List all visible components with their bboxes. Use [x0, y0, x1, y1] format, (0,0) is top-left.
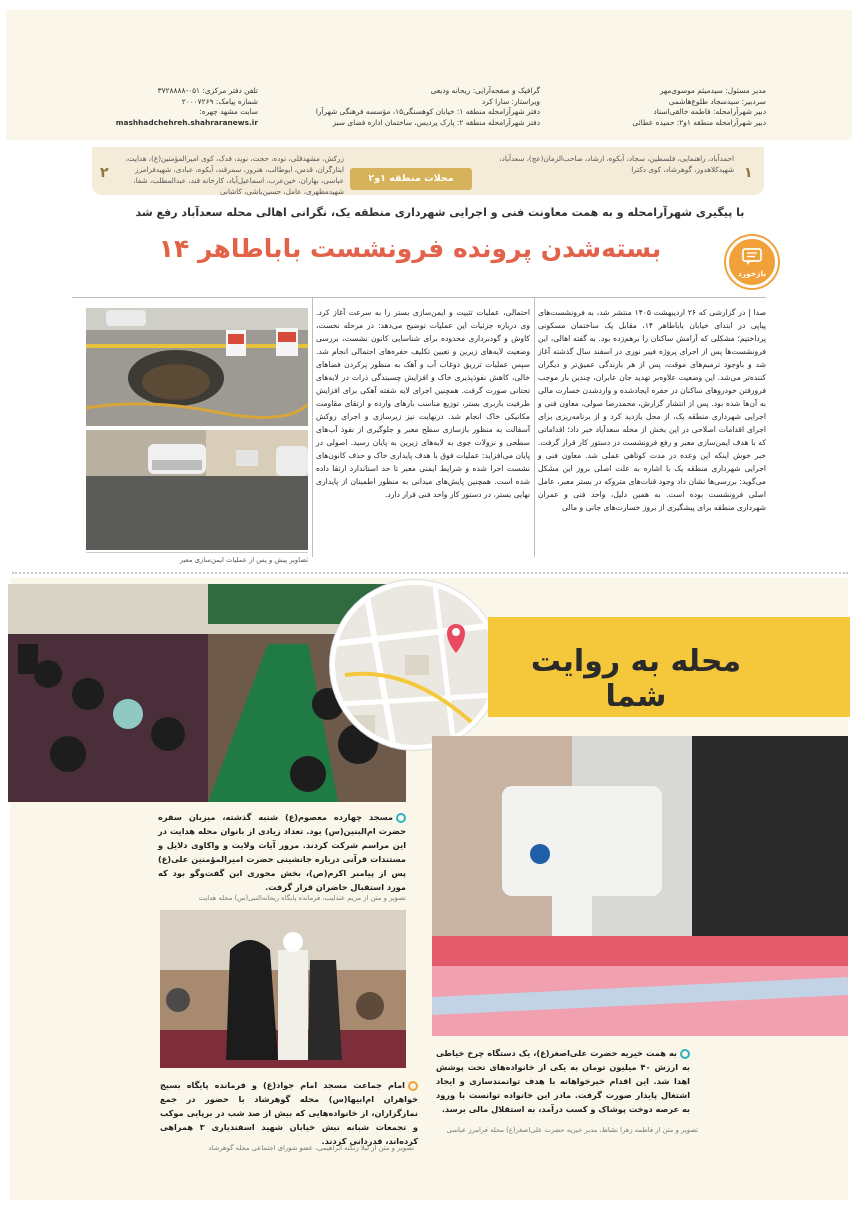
story-3-text [436, 1046, 690, 1116]
story-2-text [160, 1078, 418, 1148]
credit-line: ویراستار: سارا کرد [481, 96, 540, 106]
story-3-credit: تصویر و متن از فاطمه زهرا نشاط، مدیر خیریه حضرت علی‌اصغر(ع) محله فرامرز عباسی [446, 1126, 698, 1134]
credit-line: دبیر شهرآرامحله منطقه ۱و۲: حمیده عطائی [632, 117, 766, 127]
zone-2-neighborhoods: زرکش، مشهدقلی، نوده، حجت، نوید، فدک، کوی امیرالمؤمنین(ع)، هدایت، ایثارگران، قدس، ابوطالب، هنرور، سمرقند، آبکوه، عبادی، شهیدفرامرز عباسی، بهاران، خین‌عرب، اسماعیل‌آباد، کارخانه قند، عبدالمطلب، شفا، شهیدمطهری، عامل، حسین‌باشی، کاشانی [125, 154, 344, 196]
feedback-badge [726, 236, 778, 288]
section-tag: محلات منطقه ۱و۲ [350, 168, 472, 190]
column-divider [312, 297, 313, 557]
credit-line: دبیر شهرآرامحله: فاطمه خالقی‌استاد [653, 107, 766, 116]
community-meeting-photo [160, 910, 406, 1068]
zone-number-right: ۱ [744, 165, 753, 181]
credits-middle [315, 86, 540, 128]
article-column-2: احتمالی، عملیات تثبیت و ایمن‌سازی بستر را به سرعت آغاز کرد. وی درباره جزئیات این عملیات توضیح می‌دهد: در مرحله نخست، کاوش و گودبرداری محدوده برای شناسایی کانون نشست، بررسی وضعیت لایه‌های زیرین و تعیین تکلیف حفره‌های احتمالی انجام شد. سپس عملیات تزریق دوغاب آب و آهک به منظور پرکردن فضاهای خالی، کاهش نفوذپذیری خاک و افزایش چسبندگی ذرات در لایه‌های تحتانی صورت گرفت. همچنین اجرای لایه شفته آهکی برای افزایش ظرفیت باربری بستر، توزیع مناسب بارهای وارده و ارتقای مقاومت مکانیکی خاک انجام شد. درنهایت نیز زیرسازی و اجرای روکش آسفالت به منظور بازسازی سطح معبر و جلوگیری از نفوذ آب‌های سطحی و نزولات جوی به لایه‌های زیرین به پایان رسید. اصولی در پایان می‌افزاید: عملیات فوق با هدف پایداری خاک و حذف کانون‌های نشست اجرا شده و شرایط ایمنی معبر تا حد استاندارد ارتقا داده شده است. همچنین پایش‌های میدانی به منظور اطمینان از پایداری نهایی بستر، در دستور کار واحد فنی قرار دارد. [316, 308, 530, 499]
credit-line: گرافیک و صفحه‌آرایی: ریحانه ودیعی [430, 86, 540, 95]
credit-line: سایت مشهد چهره: [199, 107, 258, 116]
website-link[interactable]: mashhadchehreh.shahraranews.ir [115, 117, 258, 127]
sewing-machine-photo [432, 736, 848, 1036]
column-divider [534, 297, 535, 557]
credits-right [616, 86, 766, 128]
credit-line: سردبیر: سیدسجاد طلوع‌هاشمی [668, 96, 766, 106]
story-1-credit: تصویر و متن از مریم عندلیب، فرمانده پایگاه ریحانه‌النبی(س) محله هدایت [198, 894, 406, 902]
sinkhole-photo [86, 308, 308, 426]
story-1-text [158, 810, 406, 894]
story-3-bullet-icon [680, 1049, 690, 1059]
map-graphic [330, 580, 500, 750]
story-3-body: به همت خیریه حضرت علی‌اصغر(ع)، یک دستگاه چرخ خیاطی به ارزش ۴۰ میلیون تومان به یکی از خانواده‌های تحت پوشش اهدا شد. این اقدام خیرخواهانه با هدف توانمندسازی و ایجاد اشتغال پایدار صورت گرفت. مادر این خانواده توانست با ورود به عرصه دوخت پوشاک و کسب درآمد، به استقلال مالی برسد. [436, 1048, 690, 1114]
repaired-street-photo [86, 430, 308, 550]
story-2-body: امام جماعت مسجد امام جواد(ع) و فرمانده پایگاه بسیج خواهران ام‌ابیها(س) محله گوهرشاد با حضور در جمع نمازگزاران، از خانواده‌هایی که بیش از صد شب در برپایی موکب و تجمعات شبانه نبش خیابان شهید اسفندیاری ۳ همراهی کرده‌اند، قدردانی کردند. [160, 1080, 418, 1146]
section-title: محله به روایت شما [530, 644, 742, 714]
photo-caption: تصاویر پیش و پس از عملیات ایمن‌سازی معبر [86, 552, 308, 564]
credits-left [88, 86, 258, 128]
divider [72, 297, 766, 298]
credit-line: مدیر مسئول: سیدمیثم موسوی‌مهر [659, 86, 766, 95]
story-1-bullet-icon [396, 813, 406, 823]
feedback-badge-label: بازخورد [737, 268, 767, 278]
story-1-body: مسجد چهارده معصوم(ع) شنبه گذشته، میزبان سفره حضرت ام‌البنین(س) بود. تعداد زیادی از بانوان محله هدایت در این مراسم شرکت کردند. مرور آیات ولایت و واکاوی دلایل و مستندات قرآنی درباره جانشینی حضرت امیرالمؤمنین علی(ع) پس از پیامبر اکرم(ص)، بخش محوری این گفت‌وگو بود که مورد استقبال حاضران قرار گرفت. [158, 812, 406, 892]
article-subtitle: با پیگیری شهرآرامحله و به همت معاونت فنی و اجرایی شهرداری منطقه یک، نگرانی اهالی محله سعدآباد رفع شد [135, 206, 745, 219]
section-divider [12, 572, 848, 574]
article-headline: بسته‌شدن پرونده فرونشست باباطاهر ۱۴ [158, 234, 662, 263]
credit-line: دفتر شهرآرامحله منطقه ۱: خیابان کوهسنگی۱۵، مؤسسه فرهنگی شهرآرا [315, 107, 540, 116]
credit-line: شماره پیامک: ۲۰۰۰۷۲۶۹ [181, 96, 258, 106]
zone-number-left: ۲ [100, 165, 109, 181]
story-2-credit: تصویر و متن از لیلا زنگنه ابراهیمی، عضو شورای اجتماعی محله گوهرشاد [208, 1144, 414, 1152]
zone-1-neighborhoods: احمدآباد، راهنمایی، فلسطین، سجاد، آبکوه، ارشاد، صاحب‌الزمان(عج)، سعدآباد، شهیدکلاهدوز، گوهرشاد، کوی دکترا [499, 154, 734, 174]
credit-line: دفتر شهرآرامحله منطقه ۲: پارک پردیس، ساختمان اداره فضای سبز [332, 117, 540, 127]
chat-bubble-icon [741, 247, 763, 267]
story-2-bullet-icon [408, 1081, 418, 1091]
credit-line: تلفن دفتر مرکزی: ۰۵۱-۳۷۲۸۸۸۸ [157, 86, 258, 95]
article-column-1: صدا | در گزارشی که ۲۶ اردیبهشت ۱۴۰۵ منتشر شد، به فرونشست‌های پیاپی در ابتدای خیابان باباطاهر ۱۴، مقابل یک ساختمان مسکونی پرداختیم؛ مشکلی که آرامش ساکنان را برهم‌زده بود. به گفته اهالی، این فرونشست‌ها پس از اجرای پروژه فیبر نوری در اسفند سال گذشته آغاز شد و باوجود ترمیم‌های موقت، پس از هر بارندگی عمیق‌تر و دیگران کننده‌تر می‌شد. این وضعیت علاوه‌بر تهدید جان عابران، چندین بار موجب فرورفتن خودروهای ساکنان در حفره ایجادشده و واردشدن خسارت مالی به آن‌ها شده بود. پس از انتشار گزارش، محمدرضا صولی، معاون فنی و اجرایی شهرداری منطقه یک، از محل بازدید کرد و از برنامه‌ریزی برای اجرای اقدامات اصلاحی در این بخش از محله سعدآباد خبر داد؛ اقداماتی که با هدف ایمن‌سازی معبر و رفع فرونشست در دستور کار قرار گرفت. خبر خوش اینکه این وعده در مدت کوتاهی عملی شد. معاون فنی و اجرایی شهرداری منطقه یک با اشاره به علت اصلی بروز این مشکل می‌گوید: بررسی‌ها نشان داد وجود قنات‌های متروکه در بستر معبر، عامل اصلی فرونشست بوده است. به همین دلیل، واحد فنی و عمران شهرداری منطقه برای پیشگیری از بروز خسارت‌های جانی و مالی [538, 308, 767, 512]
